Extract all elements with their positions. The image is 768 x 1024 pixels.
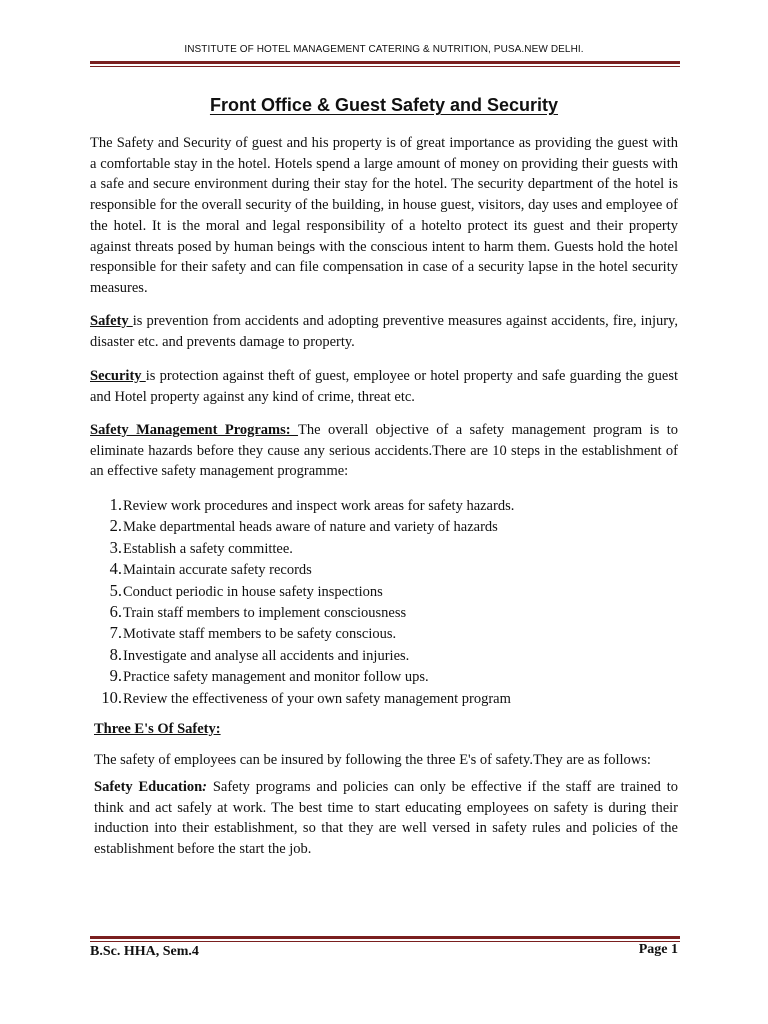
page-title: Front Office & Guest Safety and Security <box>209 95 559 115</box>
step-text: Establish a safety committee. <box>123 540 293 557</box>
step-item <box>74 558 674 579</box>
education-term: Safety Education <box>94 779 203 795</box>
step-text: Review work procedures and inspect work areas for safety hazards. <box>123 498 515 514</box>
step-number: 8. <box>109 644 122 664</box>
step-number: 7. <box>109 623 122 643</box>
security-paragraph <box>90 366 678 407</box>
step-item <box>74 644 674 665</box>
steps-list <box>74 494 674 708</box>
three-es-intro-container <box>94 750 678 771</box>
education-text: Safety programs and policies can only be effective if the staff are trained to think and act safely at work. The best time to start educating employees on safety is during their induction into their establishment, so that they are well versed in safety rules and policies of the establishment before the start the job. <box>94 779 678 858</box>
programs-paragraph <box>90 420 678 482</box>
intro-text: The Safety and Security of guest and his property is of great importance as providing the guest with a comfortable stay in the hotel. Hotels spend a large amount of money on providing their guests with a safe and secure environment during their stay for the hotel. The security department of the hotel is responsible for the overall security of the building, in house guest, visitors, day uses and employee of the hotel. It is the moral and legal responsibility of a hotelto protect its guest and their property against threats posed by human beings with the conscious intent to harm them. Guests hold the hotel responsible for their safety and can file compensation in case of a security lapse in the hotel security measures. <box>90 135 678 296</box>
step-item <box>74 665 674 686</box>
header-rule-thin <box>90 66 680 67</box>
step-text: Make departmental heads aware of nature and variety of hazards <box>123 519 498 536</box>
safety-paragraph <box>90 311 678 352</box>
step-number: 1. <box>109 495 122 514</box>
education-paragraph <box>94 777 678 860</box>
step-number: 3. <box>109 537 122 557</box>
step-number: 5. <box>109 580 122 600</box>
step-text: Maintain accurate safety records <box>123 562 312 579</box>
three-es-heading: Three E's Of Safety: <box>94 721 221 737</box>
three-es-heading-container <box>94 719 682 740</box>
step-text: Conduct periodic in house safety inspections <box>123 583 383 600</box>
step-item <box>74 601 674 622</box>
footer-rule-thin <box>90 941 680 942</box>
footer-course: B.Sc. HHA, Sem.4 <box>90 944 199 959</box>
header-rule-thick <box>90 61 680 64</box>
security-term: Security <box>90 368 146 384</box>
safety-term: Safety <box>90 313 133 329</box>
programs-description: The overall objective of a safety management program is to eliminate hazards before they cause any serious accidents.There are 10 steps in the establishment of an effective safety management programme: <box>90 422 678 480</box>
step-item <box>74 622 674 643</box>
step-number: 9. <box>109 666 122 686</box>
education-colon: : <box>202 779 208 795</box>
programs-term: Safety Management Programs: <box>90 422 299 438</box>
step-text: Practice safety management and monitor follow ups. <box>123 669 429 686</box>
step-text: Investigate and analyse all accidents and injuries. <box>123 647 410 664</box>
step-number: 6. <box>109 601 122 621</box>
step-item <box>74 537 674 558</box>
step-number: 2. <box>109 516 122 536</box>
step-text: Motivate staff members to be safety conscious. <box>123 626 397 643</box>
intro-paragraph <box>90 133 678 299</box>
step-text: Review the effectiveness of your own safety management program <box>123 690 511 707</box>
three-es-intro: The safety of employees can be insured by following the three E's of safety.They are as follows: <box>94 752 651 768</box>
security-definition: is protection against theft of guest, employee or hotel property and safe guarding the guest and Hotel property against any kind of crime, threat etc. <box>90 368 678 405</box>
step-item <box>74 580 674 601</box>
safety-definition: is prevention from accidents and adopting preventive measures against accidents, fire, injury, disaster etc. and prevents damage to property. <box>90 313 678 350</box>
step-item <box>74 515 674 536</box>
step-item <box>74 687 674 708</box>
step-number: 4. <box>109 559 122 579</box>
footer-page-number: Page 1 <box>638 942 678 957</box>
step-text: Train staff members to implement consciousness <box>123 604 407 621</box>
footer-rule-thick <box>90 936 680 939</box>
steps-list-container <box>74 494 674 708</box>
institute-header: INSTITUTE OF HOTEL MANAGEMENT CATERING & NUTRITION, PUSA.NEW DELHI. <box>184 44 584 55</box>
step-item <box>74 494 674 515</box>
step-number: 10. <box>101 687 122 707</box>
